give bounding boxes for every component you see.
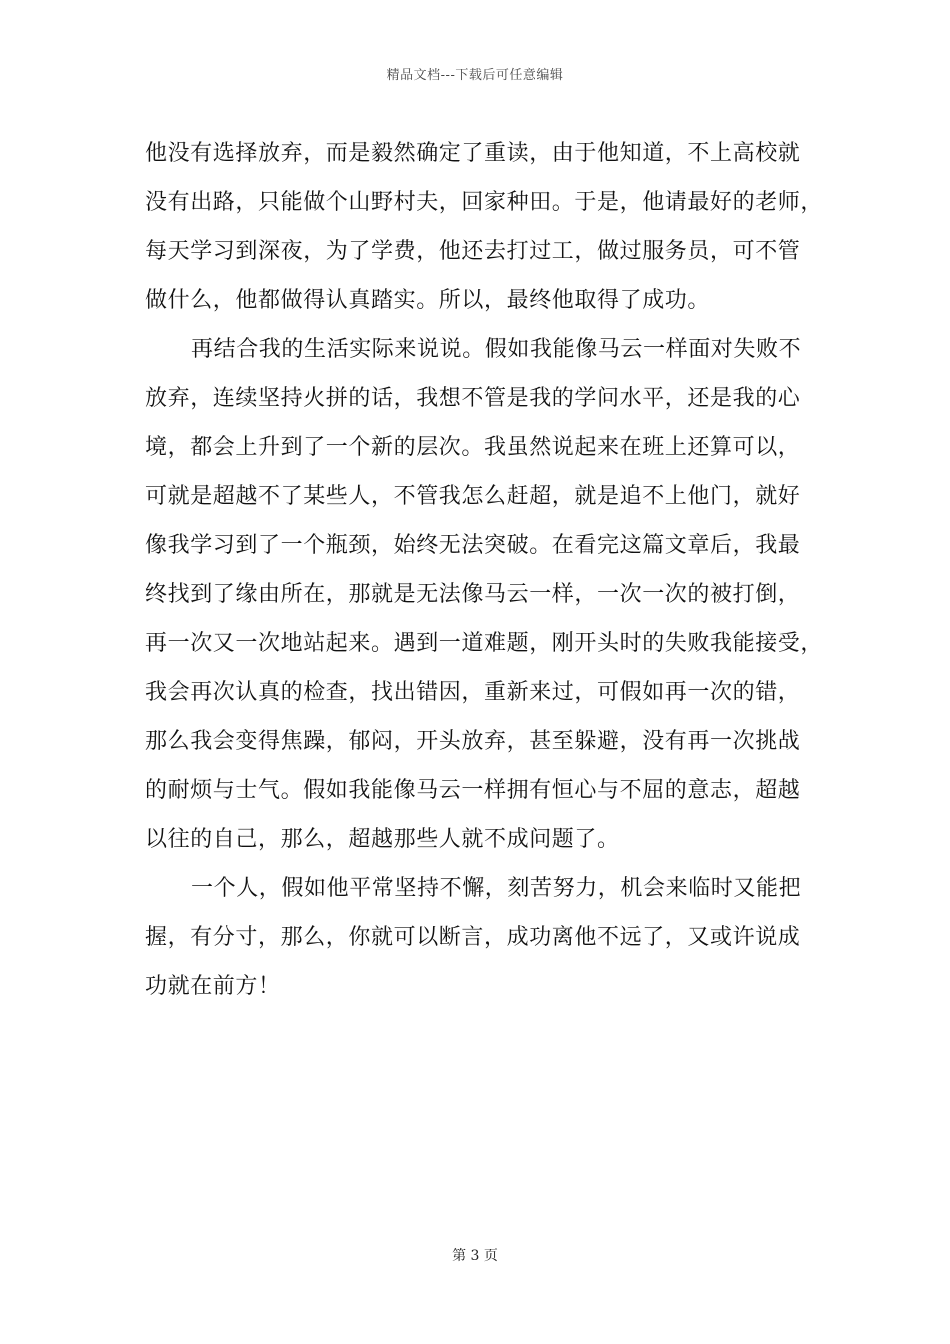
text-line: 再结合我的生活实际来说说。假如我能像马云一样面对失败不 (191, 337, 802, 362)
text-line: 我会再次认真的检查，找出错因，重新来过，可假如再一次的错， (145, 680, 801, 705)
text-line: 放弃，连续坚持火拼的话，我想不管是我的学问水平，还是我的心 (145, 386, 801, 411)
page-header: 精品文档---下载后可任意编辑 (386, 68, 564, 83)
text-line: 像我学习到了一个瓶颈，始终无法突破。在看完这篇文章后，我最 (145, 533, 801, 558)
text-line: 做什么，他都做得认真踏实。所以，最终他取得了成功。 (145, 288, 711, 313)
text-line: 可就是超越不了某些人，不管我怎么赶超，就是追不上他门，就好 (145, 484, 801, 509)
text-line: 终找到了缘由所在，那就是无法像马云一样，一次一次的被打倒， (145, 582, 801, 607)
text-line: 握，有分寸，那么，你就可以断言，成功离他不远了，又或许说成 (145, 925, 801, 950)
paragraph-2 (145, 325, 824, 864)
text-line: 再一次又一次地站起来。遇到一道难题，刚开头时的失败我能接受， (145, 631, 824, 656)
paragraph-3 (145, 864, 810, 1011)
text-line: 没有出路，只能做个山野村夫，回家种田。于是，他请最好的老师， (145, 190, 824, 215)
page-number: 第 3 页 (452, 1248, 498, 1264)
paragraph-1 (145, 129, 824, 325)
text-line: 一个人，假如他平常坚持不懈，刻苦努力，机会来临时又能把 (191, 876, 802, 901)
text-line: 那么我会变得焦躁，郁闷，开头放弃，甚至躲避，没有再一次挑战 (145, 729, 801, 754)
text-line: 他没有选择放弃，而是毅然确定了重读，由于他知道，不上高校就 (145, 141, 801, 166)
document-body (145, 129, 824, 1011)
text-line: 每天学习到深夜，为了学费，他还去打过工，做过服务员，可不管 (145, 239, 801, 264)
text-line: 功就在前方！ (145, 974, 281, 999)
text-line: 境，都会上升到了一个新的层次。我虽然说起来在班上还算可以， (145, 435, 801, 460)
text-line: 以往的自己，那么，超越那些人就不成问题了。 (145, 827, 620, 852)
text-line: 的耐烦与士气。假如我能像马云一样拥有恒心与不屈的意志，超越 (145, 778, 801, 803)
